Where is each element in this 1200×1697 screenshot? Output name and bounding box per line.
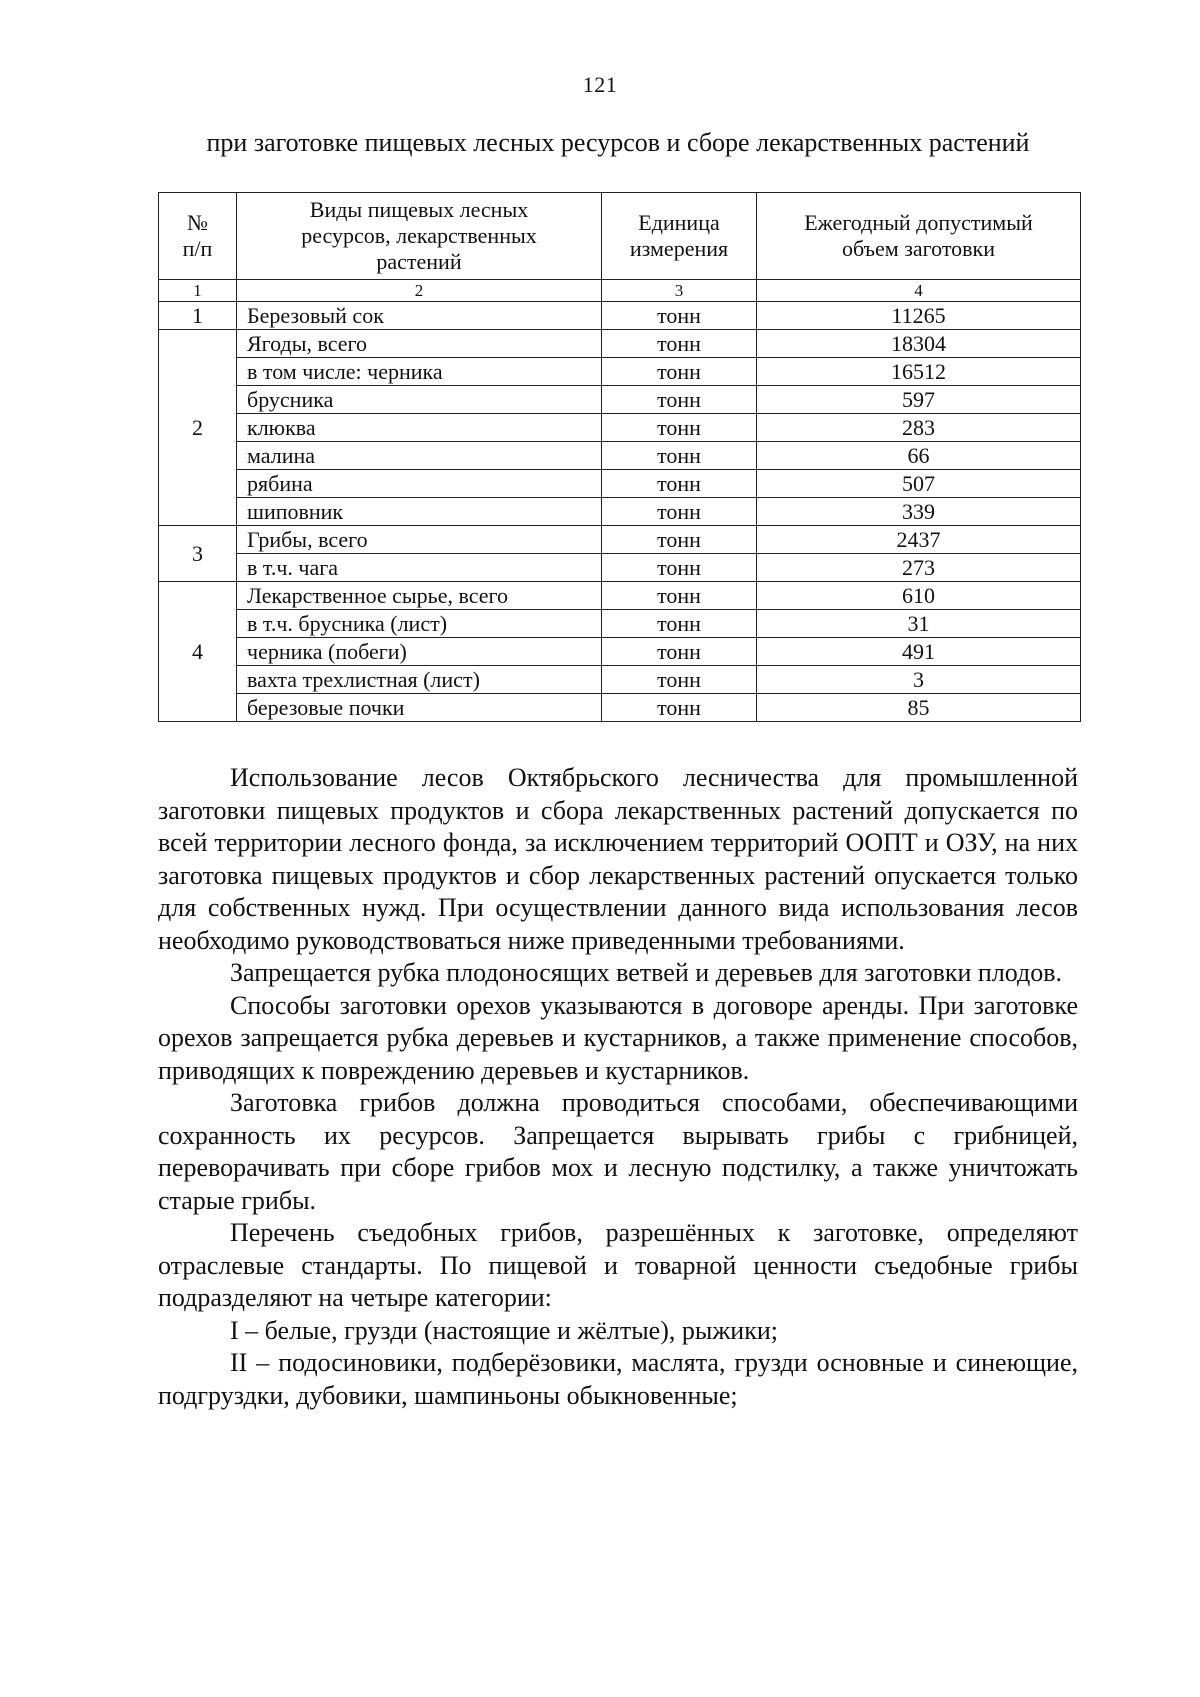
resource-name-cell: Березовый сок xyxy=(237,302,602,330)
resource-name-cell: в том числе: черника xyxy=(237,358,602,386)
table-row xyxy=(159,414,1081,442)
unit-cell: тонн xyxy=(602,582,757,610)
resource-name-cell: вахта трехлистная (лист) xyxy=(237,666,602,694)
column-number: 4 xyxy=(757,280,1081,302)
body-paragraph: Запрещается рубка плодоносящих ветвей и деревьев для заготовки плодов. xyxy=(230,958,1063,987)
volume-cell: 16512 xyxy=(757,358,1081,386)
volume-cell: 18304 xyxy=(757,330,1081,358)
resource-name-cell: в т.ч. чага xyxy=(237,554,602,582)
page-number: 121 xyxy=(582,72,618,97)
unit-cell: тонн xyxy=(602,414,757,442)
resource-name-cell: шиповник xyxy=(237,498,602,526)
volume-cell: 491 xyxy=(757,638,1081,666)
table-row xyxy=(159,610,1081,638)
volume-cell: 66 xyxy=(757,442,1081,470)
row-number-cell: 2 xyxy=(159,330,237,526)
unit-cell: тонн xyxy=(602,302,757,330)
header-num-line: № xyxy=(187,210,208,235)
unit-cell: тонн xyxy=(602,638,757,666)
body-paragraph: II – подосиновики, подберёзовики, маслята, грузди основные и синеющие, подгруздки, дубовики, шампиньоны обыкновенные; xyxy=(158,1348,1078,1410)
table-body xyxy=(159,280,1081,722)
resource-name-cell: клюква xyxy=(237,414,602,442)
resource-name-cell: малина xyxy=(237,442,602,470)
header-volume-line: Ежегодный допустимый xyxy=(804,210,1033,235)
volume-cell: 31 xyxy=(757,610,1081,638)
resource-name-cell: брусника xyxy=(237,386,602,414)
unit-cell: тонн xyxy=(602,498,757,526)
resource-name-cell: березовые почки xyxy=(237,694,602,722)
table-row xyxy=(159,554,1081,582)
table-row xyxy=(159,694,1081,722)
table-row xyxy=(159,470,1081,498)
volume-cell: 507 xyxy=(757,470,1081,498)
volume-cell: 283 xyxy=(757,414,1081,442)
volume-cell: 11265 xyxy=(757,302,1081,330)
row-number-cell: 1 xyxy=(159,302,237,330)
volume-cell: 85 xyxy=(757,694,1081,722)
table-row xyxy=(159,442,1081,470)
unit-cell: тонн xyxy=(602,442,757,470)
header-unit xyxy=(602,193,757,280)
column-number: 2 xyxy=(237,280,602,302)
header-name xyxy=(237,193,602,280)
table-caption: при заготовке пищевых лесных ресурсов и сборе лекарственных растений xyxy=(206,128,1030,157)
table-row xyxy=(159,666,1081,694)
header-volume-line: объем заготовки xyxy=(841,236,996,261)
unit-cell: тонн xyxy=(602,386,757,414)
header-unit-line: Единица xyxy=(638,210,720,235)
table-row xyxy=(159,386,1081,414)
column-number: 1 xyxy=(159,280,237,302)
unit-cell: тонн xyxy=(602,330,757,358)
volume-cell: 2437 xyxy=(757,526,1081,554)
resources-table xyxy=(158,192,1081,722)
table-row xyxy=(159,582,1081,610)
volume-cell: 339 xyxy=(757,498,1081,526)
row-number-cell: 4 xyxy=(159,582,237,722)
body-paragraph: Использование лесов Октябрьского лесничества для промышленной заготовки пищевых продуктов и сбора лекарственных растений допускается по всей территории лесного фонда, за исключением территорий ООПТ и ОЗУ, на них заготовка пищевых продуктов и сбор лекарственных растений опускается только для собственных нужд. При осуществлении данного вида использования лесов необходимо руководствоваться ниже приведенными требованиями. xyxy=(158,763,1078,955)
volume-cell: 3 xyxy=(757,666,1081,694)
volume-cell: 610 xyxy=(757,582,1081,610)
unit-cell: тонн xyxy=(602,610,757,638)
volume-cell: 597 xyxy=(757,386,1081,414)
header-num xyxy=(159,193,237,280)
table-row xyxy=(159,302,1081,330)
header-name-line: Виды пищевых лесных xyxy=(309,197,529,222)
table-row xyxy=(159,526,1081,554)
column-number: 3 xyxy=(602,280,757,302)
resource-name-cell: черника (побеги) xyxy=(237,638,602,666)
table-header-row xyxy=(159,193,1081,280)
unit-cell: тонн xyxy=(602,358,757,386)
resource-name-cell: Ягоды, всего xyxy=(237,330,602,358)
row-number-cell: 3 xyxy=(159,526,237,582)
table-row xyxy=(159,330,1081,358)
body-text xyxy=(158,762,1078,1412)
volume-cell: 273 xyxy=(757,554,1081,582)
table-row xyxy=(159,498,1081,526)
header-name-line: растений xyxy=(376,249,462,274)
unit-cell: тонн xyxy=(602,554,757,582)
column-number-row xyxy=(159,280,1081,302)
header-volume xyxy=(757,193,1081,280)
body-paragraph: I – белые, грузди (настоящие и жёлтые), рыжики; xyxy=(230,1315,778,1345)
header-unit-line: измерения xyxy=(629,236,729,261)
unit-cell: тонн xyxy=(602,470,757,498)
body-paragraph: Перечень съедобных грибов, разрешённых к заготовке, определяют отраслевые стандарты. По пищевой и товарной ценности съедобные грибы подразделяют на четыре категории: xyxy=(158,1218,1078,1312)
resource-name-cell: рябина xyxy=(237,470,602,498)
header-name-line: ресурсов, лекарственных xyxy=(301,223,537,248)
resource-name-cell: Грибы, всего xyxy=(237,526,602,554)
resource-name-cell: в т.ч. брусника (лист) xyxy=(237,610,602,638)
body-paragraph: Способы заготовки орехов указываются в договоре аренды. При заготовке орехов запрещается рубка деревьев и кустарников, а также применение способов, приводящих к повреждению деревьев и кустарников. xyxy=(158,990,1078,1085)
table-row xyxy=(159,638,1081,666)
resource-name-cell: Лекарственное сырье, всего xyxy=(237,582,602,610)
table-row xyxy=(159,358,1081,386)
unit-cell: тонн xyxy=(602,666,757,694)
unit-cell: тонн xyxy=(602,526,757,554)
header-num-line: п/п xyxy=(182,236,213,261)
body-paragraph: Заготовка грибов должна проводиться способами, обеспечивающими сохранность их ресурсов. Запрещается вырывать грибы с грибницей, переворачивать при сборе грибов мох и лесную подстилку, а также уничтожать старые грибы. xyxy=(158,1088,1078,1215)
unit-cell: тонн xyxy=(602,694,757,722)
